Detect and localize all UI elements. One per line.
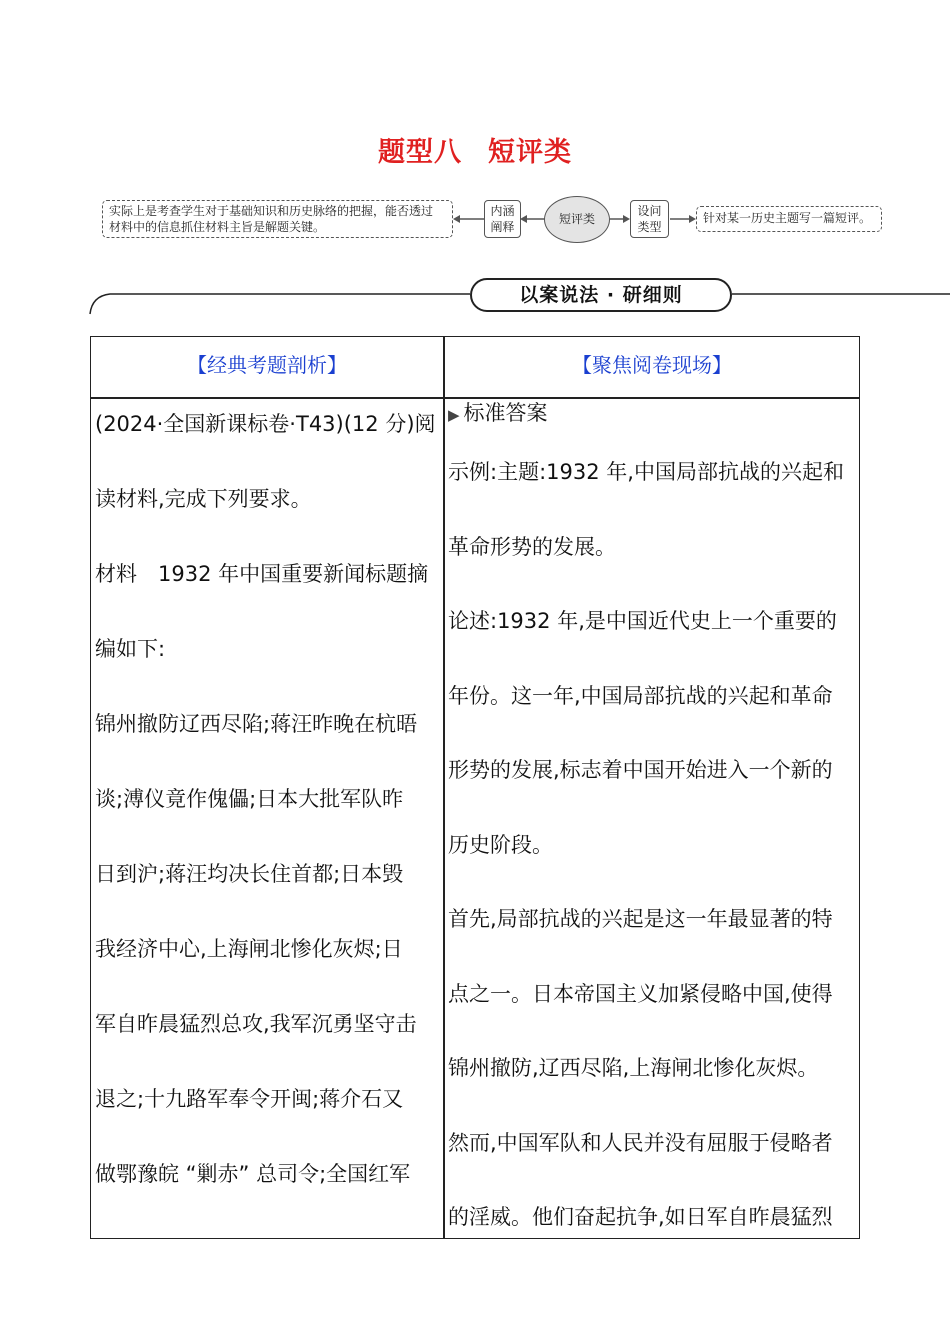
analysis-table bbox=[90, 336, 860, 1239]
left-note-line2: 材料中的信息抓住材料主旨是解题关键。 bbox=[109, 220, 326, 234]
answer-line: 论述:1932 年,是中国近代史上一个重要的 bbox=[448, 609, 837, 633]
answer-line: 然而,中国军队和人民并没有屈服于侵略者 bbox=[448, 1130, 833, 1155]
center-label: 短评类 bbox=[558, 212, 595, 226]
question-line: 我经济中心,上海闸北惨化灰烬;日 bbox=[95, 937, 403, 961]
box-type-line1: 设问 bbox=[637, 204, 662, 218]
question-line: 锦州撤防辽西尽陷;蒋汪昨晚在杭晤 bbox=[95, 712, 418, 736]
answer-line: 示例:主题:1932 年,中国局部抗战的兴起和 bbox=[448, 460, 844, 484]
question-line: 编如下: bbox=[95, 637, 166, 661]
right-note-text: 针对某一历史主题写一篇短评。 bbox=[703, 211, 872, 225]
question-line: 做鄂豫皖 “剿赤” 总司令;全国红军 bbox=[95, 1162, 411, 1186]
diagram-box-inner bbox=[484, 200, 521, 238]
question-line: 军自昨晨猛烈总攻,我军沉勇坚守击 bbox=[95, 1012, 417, 1036]
answer-line: 点之一。日本帝国主义加紧侵略中国,使得 bbox=[448, 981, 833, 1006]
question-line: 退之;十九路军奉令开闽;蒋介石又 bbox=[95, 1087, 404, 1111]
answer-column bbox=[448, 399, 856, 1267]
diagram-left-note bbox=[102, 200, 453, 238]
column-divider bbox=[443, 337, 445, 1238]
diagram-connectors bbox=[0, 0, 950, 330]
question-column bbox=[95, 399, 441, 1224]
answer-line: 的淫威。他们奋起抗争,如日军自昨晨猛烈 bbox=[448, 1205, 833, 1229]
answer-line: 革命形势的发展。 bbox=[448, 534, 616, 559]
question-line: 谈;溥仪竟作傀儡;日本大批军队昨 bbox=[95, 787, 404, 811]
title-part1: 题型八 bbox=[378, 137, 462, 168]
box-inner-line2: 阐释 bbox=[490, 220, 515, 234]
question-line: 读材料,完成下列要求。 bbox=[95, 487, 312, 511]
diagram-box-type bbox=[630, 200, 669, 238]
answer-line: 年份。这一年,中国局部抗战的兴起和革命 bbox=[448, 683, 833, 708]
answer-heading bbox=[448, 399, 856, 447]
box-type-line2: 类型 bbox=[637, 220, 662, 234]
question-line: 日到沪;蒋汪均决长住首都;日本毁 bbox=[95, 862, 404, 886]
answer-line: 历史阶段。 bbox=[448, 832, 553, 857]
diagram-center-oval bbox=[544, 196, 610, 243]
box-inner-line1: 内涵 bbox=[490, 204, 515, 218]
question-line: (2024·全国新课标卷·T43)(12 分)阅 bbox=[95, 412, 436, 436]
diagram-right-note bbox=[696, 206, 882, 232]
left-column-header: 【经典考题剖析】 bbox=[187, 353, 347, 377]
answer-heading-text: 标准答案 bbox=[463, 401, 548, 425]
answer-line: 锦州撤防,辽西尽陷,上海闸北惨化灰烬。 bbox=[448, 1056, 819, 1080]
triangle-bullet-icon: ▶ bbox=[448, 406, 460, 424]
right-column-header: 【聚焦阅卷现场】 bbox=[572, 353, 732, 377]
answer-line: 形势的发展,标志着中国开始进入一个新的 bbox=[448, 758, 833, 782]
section-banner: 以案说法 · 研细则 bbox=[470, 278, 732, 312]
answer-line: 首先,局部抗战的兴起是这一年最显著的特 bbox=[448, 907, 833, 931]
title-part2: 短评类 bbox=[488, 137, 572, 168]
question-line: 材料 1932 年中国重要新闻标题摘 bbox=[95, 562, 429, 586]
left-note-line1: 实际上是考查学生对于基础知识和历史脉络的把握，能否透过 bbox=[109, 204, 434, 218]
